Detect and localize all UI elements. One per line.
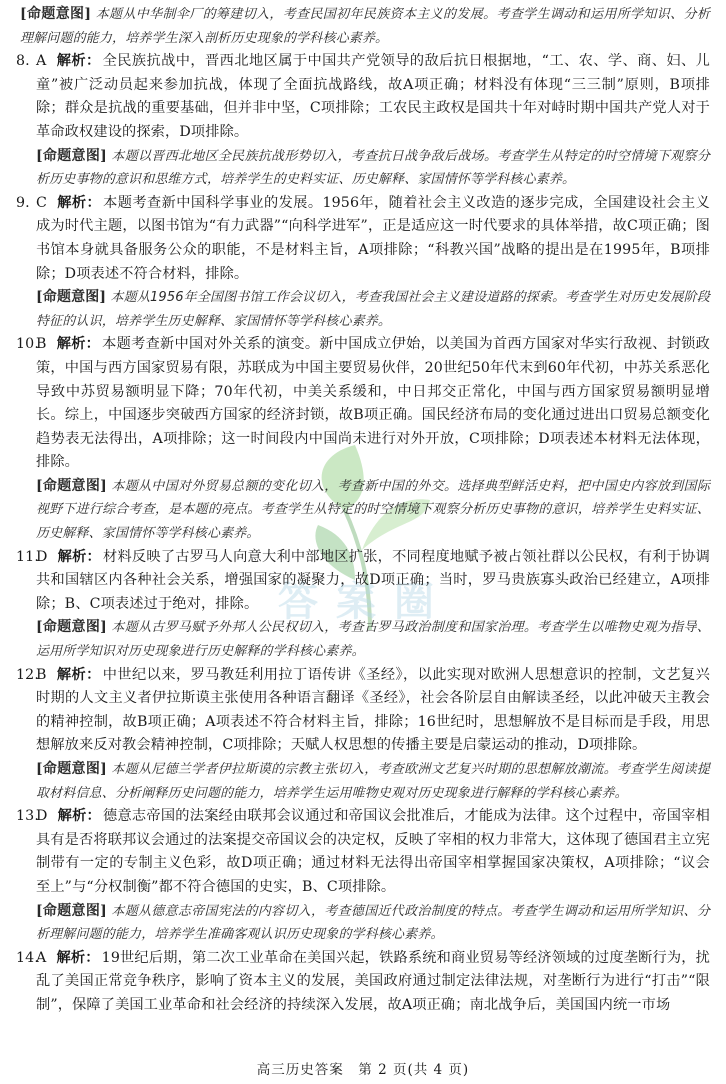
q9-number: 9.	[16, 194, 30, 211]
q8-intent-text: 本题以晋西北地区全民族抗战形势切入，考查抗日战争敌后战场。考查学生从特定的时空情境下观察分析历史事物的意识和思维方式，培养学生的史料实证、历史解释、家国情怀等学科核心素养。	[36, 148, 710, 188]
q11-number: 11.	[16, 548, 40, 565]
q10-label: 解析：	[56, 336, 101, 353]
q10-explanation: 本题考查新中国对外关系的演变。新中国成立伊始，以美国为首西方国家对华实行敌视、封锁政策，中国与西方国家贸易有限，苏联成为中国主要贸易伙伴，20世纪50年代末到60年代初，中苏关系恶化导致中苏贸易额明显下降；70年代初，中美关系缓和，中日邦交正常化，中国与西方国家贸易额明显增长。综上，中国逐步突破西方国家的经济封锁，故B项正确。国民经济布局的变化通过进出口贸易总额变化趋势表无法得出，A项排除；这一时间段内中国尚未进行对外开放，C项排除；D项表述本材料无法体现，排除。	[36, 336, 711, 471]
q10-answer: B	[36, 336, 47, 353]
q10-intent-note	[16, 475, 710, 546]
q10-number: 10.	[16, 336, 40, 353]
q13-answer: D	[36, 808, 48, 825]
intent-tag: [命题意图]	[36, 147, 107, 164]
q11-label: 解析：	[57, 548, 102, 565]
q11-intent-text: 本题从古罗马赋予外邦人公民权切入，考查古罗马政治制度和国家治理。考查学生以唯物史观为指导、运用所学知识对历史现象进行历史解释的学科核心素养。	[36, 620, 710, 660]
q13-number: 13.	[16, 808, 40, 825]
intent-tag: [命题意图]	[36, 761, 107, 777]
q7-intent-text: 本题从中华制伞厂的筹建切入，考查民国初年民族资本主义的发展。考查学生调动和运用所学知识、分析理解问题的能力，培养学生深入剖析历史现象的学科核心素养。	[20, 7, 710, 46]
q13-explanation: 德意志帝国的法案经由联邦会议通过和帝国议会批准后，才能成为法律。这个过程中，帝国宰相具有是否将联邦议会通过的法案提交帝国议会的决定权，反映了宰相的权力非常大，这体现了德国君主立宪制带有一定的专制主义色彩，故D项正确；通过材料无法得出帝国宰相掌握国家决策权，A项排除；“议会至上”与“分权制衡”都不符合德国的史实，B、C项排除。	[36, 808, 710, 895]
intent-tag: [命题意图]	[36, 289, 107, 306]
q12-item	[16, 664, 710, 758]
intent-tag: [命题意图]	[36, 619, 107, 636]
q14-number: 14.	[16, 949, 40, 966]
q8-answer: A	[36, 53, 47, 70]
q8-explanation: 全民族抗战中，晋西北地区属于中国共产党领导的敌后抗日根据地，“工、农、学、商、妇、儿童”被广泛动员起来参加抗战，体现了全面抗战路线，故A项正确；材料没有体现“三三制”原则，B项排除；群众是抗战的重要基础，但并非中坚，C项排除；工农民主政权是国共十年对峙时期中国共产党人对于革命政权建设的探索，D项排除。	[36, 53, 710, 140]
q13-intent-text: 本题从德意志帝国宪法的内容切入，考查德国近代政治制度的特点。考查学生调动和运用所学知识、分析理解问题的能力，培养学生准确客观认识历史现象的学科核心素养。	[36, 903, 710, 943]
page-footer: 高三历史答案 第 2 页(共 4 页)	[256, 1062, 470, 1078]
q13-item	[16, 805, 710, 899]
q12-intent-text: 本题从尼德兰学者伊拉斯谟的宗教主张切入，考查欧洲文艺复兴时期的思想解放潮流。考查学生阅读提取材料信息、分析阐释历史问题的能力，培养学生运用唯物史观对历史现象进行解释的学科核心素养。	[36, 762, 710, 801]
q9-item	[16, 192, 710, 286]
q13-intent-note	[16, 900, 710, 947]
q11-intent-note	[16, 616, 710, 663]
q8-item	[16, 50, 710, 144]
q13-label: 解析：	[57, 808, 102, 825]
q12-intent-note	[16, 758, 710, 805]
q8-intent-note	[16, 145, 710, 192]
q14-label: 解析：	[56, 949, 100, 966]
q12-label: 解析：	[56, 666, 101, 683]
q10-intent-text: 本题从中国对外贸易总额的变化切入，考查新中国的外交。选择典型鲜活史料，把中国史内容放到国际视野下进行综合考查，是本题的亮点。考查学生从特定的时空情境下观察分析历史事物的意识，培养学生史料实证、历史解释、家国情怀等学科核心素养。	[36, 478, 710, 542]
q7-intent-note	[16, 3, 710, 50]
q12-number: 12.	[16, 666, 40, 683]
q11-explanation: 材料反映了古罗马人向意大利中部地区扩张，不同程度地赋予被占领社群以公民权，有利于协调共和国辖区内各种社会关系，增强国家的凝聚力，故D项正确；当时，罗马贵族寡头政治已经建立，A项排除；B、C项表述过于绝对，排除。	[36, 548, 710, 612]
answer-content	[16, 3, 710, 1018]
intent-tag: [命题意图]	[36, 477, 107, 494]
q9-answer: C	[36, 194, 48, 211]
q9-explanation: 本题考查新中国科学事业的发展。1956年，随着社会主义改造的逐步完成，全国建设社会主义成为时代主题，以图书馆为“有力武器”“向科学进军”，正是适应这一时代要求的具体举措，故C项正确；图书馆本身就具备服务公众的职能，不是材料主旨，A项排除；“科教兴国”战略的提出是在1995年，B项排除；D项表述不符合材料，排除。	[36, 194, 710, 282]
q11-answer: D	[36, 548, 48, 565]
intent-tag: [命题意图]	[36, 902, 107, 919]
q10-item	[16, 333, 710, 475]
intent-tag: [命题意图]	[20, 6, 92, 22]
q8-label: 解析：	[56, 53, 101, 70]
q12-explanation: 中世纪以来，罗马教廷利用拉丁语传讲《圣经》，以此实现对欧洲人思想意识的控制，文艺复兴时期的人文主义者伊拉斯谟主张使用各种语言翻译《圣经》，社会各阶层自由解读圣经，以此冲破天主教会的精神控制，故B项正确；A项表述不符合材料主旨，排除；16世纪时，思想解放不是目标而是手段，用思想解放来反对教会精神控制，C项排除；天赋人权思想的传播主要是启蒙运动的推动，D项排除。	[36, 666, 711, 754]
q9-label: 解析：	[57, 194, 102, 211]
q9-intent-note	[16, 286, 710, 333]
q8-number: 8.	[16, 53, 30, 70]
q14-explanation: 19世纪后期，第二次工业革命在美国兴起，铁路系统和商业贸易等经济领域的过度垄断行为，扰乱了美国正常竞争秩序，影响了资本主义的发展，美国政府通过制定法律法规，对垄断行为进行“打击”“限制”，保障了美国工业革命和社会经济的持续深入发展，故A项正确；南北战争后，美国国内统一市场	[36, 949, 710, 1013]
q11-item	[16, 546, 710, 617]
q12-answer: B	[36, 666, 47, 683]
q9-intent-text: 本题从1956年全国图书馆工作会议切入，考查我国社会主义建设道路的探索。考查学生对历史发展阶段特征的认识，培养学生历史解释、家国情怀等学科核心素养。	[36, 290, 710, 329]
q14-answer: A	[36, 949, 47, 966]
q14-item	[16, 947, 710, 1018]
watermark-text: 答案圈	[278, 579, 452, 625]
